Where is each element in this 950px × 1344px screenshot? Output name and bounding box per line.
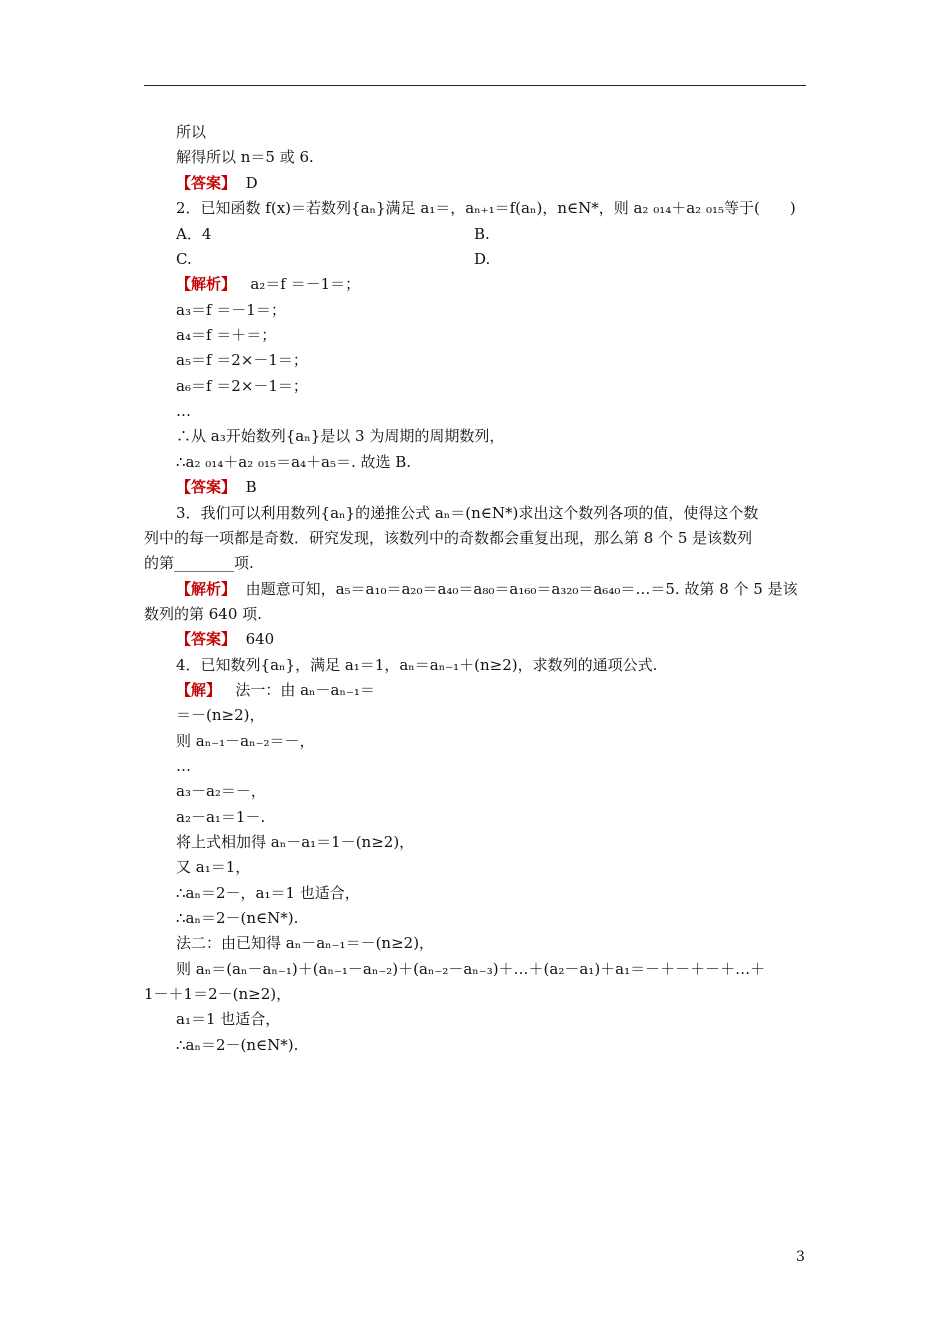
text-line: 所以 <box>176 123 207 141</box>
text-line: 解得所以 n＝5 或 6. <box>176 148 314 166</box>
answer-value: 640 <box>245 630 275 648</box>
text-line: ∴a₂ ₀₁₄＋a₂ ₀₁₅＝a₄＋a₅＝. 故选 B. <box>176 453 412 471</box>
text-line: 则 aₙ₋₁－aₙ₋₂＝－， <box>176 732 315 750</box>
question-2: 2．已知函数 f(x)＝若数列{aₙ}满足 a₁＝，aₙ₊₁＝f(aₙ)，n∈N*，则 a₂ ₀₁₄＋a₂ ₀₁₅等于( ) <box>176 199 796 217</box>
text-line: 的第________项. <box>144 554 254 572</box>
answer-value: D <box>245 174 258 192</box>
analysis-line <box>176 274 360 294</box>
question-3: 3．我们可以利用数列{aₙ}的递推公式 aₙ＝(n∈N*)求出这个数列各项的值，使得这个数 <box>176 504 759 522</box>
text-line: 数列的第 640 项. <box>144 605 262 623</box>
answer-line <box>176 477 257 497</box>
analysis-tag: 【解析】 <box>176 580 237 598</box>
text-line: 则 aₙ＝(aₙ－aₙ₋₁)＋(aₙ₋₁－aₙ₋₂)＋(aₙ₋₂－aₙ₋₃)＋…＋(a₂－a₁)＋a₁＝－＋－＋－＋…＋ <box>176 960 766 978</box>
text-line: 1－＋1＝2－(n≥2)， <box>144 985 292 1003</box>
text-line: a₄＝f ＝＋＝； <box>176 326 277 344</box>
answer-line <box>176 629 274 649</box>
answer-value: B <box>245 478 257 496</box>
analysis-text: a₂＝f ＝－1＝； <box>250 275 361 293</box>
solution-tag: 【解】 <box>176 681 222 699</box>
text-line: a₅＝f ＝2×－1＝； <box>176 351 308 369</box>
answer-tag: 【答案】 <box>176 630 237 648</box>
text-line: ∴aₙ＝2－，a₁＝1 也适合， <box>176 884 360 902</box>
solution-line <box>176 680 375 700</box>
text-line: a₃－a₂＝－， <box>176 782 266 800</box>
option-b: B. <box>474 225 490 243</box>
analysis-tag: 【解析】 <box>176 275 237 293</box>
page-number: 3 <box>796 1249 805 1265</box>
text-line: a₆＝f ＝2×－1＝； <box>176 377 308 395</box>
text-line: ∴从 a₃开始数列{aₙ}是以 3 为周期的周期数列， <box>176 427 505 445</box>
text-line: a₂－a₁＝1－. <box>176 808 266 826</box>
text-line: 又 a₁＝1， <box>176 858 251 876</box>
question-4: 4．已知数列{aₙ}，满足 a₁＝1，aₙ＝aₙ₋₁＋(n≥2)，求数列的通项公式. <box>176 656 658 674</box>
text-line: ＝－(n≥2)， <box>176 706 265 724</box>
analysis-line <box>176 579 798 599</box>
answer-line <box>176 173 258 193</box>
answer-tag: 【答案】 <box>176 478 237 496</box>
answer-tag: 【答案】 <box>176 174 237 192</box>
text-line: 将上式相加得 aₙ－a₁＝1－(n≥2)， <box>176 833 415 851</box>
text-line: 法二：由已知得 aₙ－aₙ₋₁＝－(n≥2)， <box>176 934 435 952</box>
option-a: A．4 <box>176 225 212 243</box>
option-d: D. <box>474 250 491 268</box>
text-line: ∴aₙ＝2－(n∈N*). <box>176 909 299 927</box>
text-line: a₁＝1 也适合， <box>176 1010 281 1028</box>
text-line: a₃＝f ＝－1＝； <box>176 301 286 319</box>
analysis-text: 由题意可知，a₅＝a₁₀＝a₂₀＝a₄₀＝a₈₀＝a₁₆₀＝a₃₂₀＝a₆₄₀＝…＝5. 故第 8 个 5 是该 <box>245 580 798 598</box>
header-rule <box>144 85 806 86</box>
text-line: … <box>176 402 191 420</box>
solution-text: 法一：由 aₙ－aₙ₋₁＝ <box>235 681 375 699</box>
option-c: C. <box>176 250 192 268</box>
text-line: … <box>176 757 191 775</box>
text-line: 列中的每一项都是奇数．研究发现，该数列中的奇数都会重复出现，那么第 8 个 5 是该数列 <box>144 529 753 547</box>
text-line: ∴aₙ＝2－(n∈N*). <box>176 1036 299 1054</box>
